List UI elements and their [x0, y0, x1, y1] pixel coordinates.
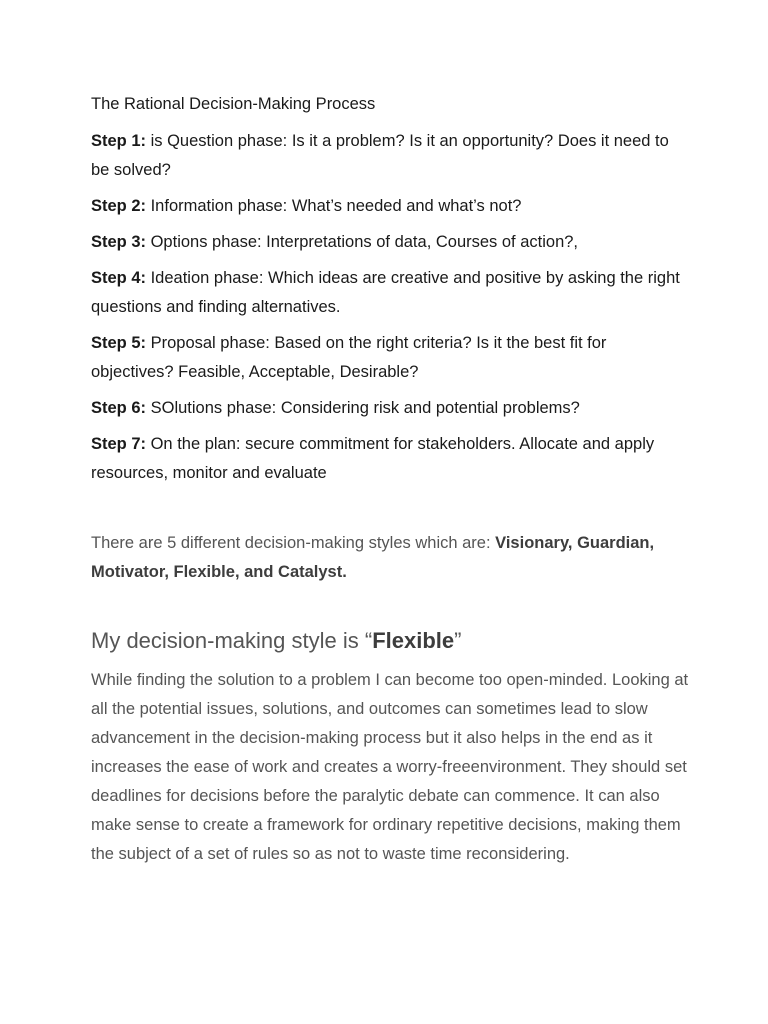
- step-text: is Question phase: Is it a problem? Is it an opportunity? Does it need to be solved?: [91, 132, 669, 179]
- step-5: [91, 329, 691, 387]
- steps-list: [91, 127, 691, 488]
- document-title: The Rational Decision-Making Process: [91, 95, 376, 113]
- styles-intro-text: There are 5 different decision-making styles which are:: [91, 534, 496, 552]
- step-text: On the plan: secure commitment for stakeholders. Allocate and apply resources, monitor and evaluate: [91, 435, 655, 482]
- styles-list: Visionary, Guardian, Motivator, Flexible, and Catalyst.: [91, 534, 655, 581]
- my-style-heading: [91, 626, 691, 656]
- heading-prefix: My decision-making style is “: [91, 628, 373, 653]
- step-text: Options phase: Interpretations of data, Courses of action?,: [146, 233, 579, 251]
- step-label: Step 6:: [91, 399, 147, 417]
- step-label: Step 5:: [91, 334, 147, 352]
- document-page: [91, 92, 691, 869]
- step-label: Step 3:: [91, 233, 147, 251]
- style-name: Flexible: [372, 628, 455, 653]
- step-text: Information phase: What’s needed and what’s not?: [146, 197, 522, 215]
- step-label: Step 2:: [91, 197, 147, 215]
- step-1: [91, 127, 691, 185]
- step-3: [91, 228, 691, 257]
- step-6: [91, 394, 691, 423]
- step-label: Step 7:: [91, 435, 147, 453]
- step-4: [91, 264, 691, 322]
- step-7: [91, 430, 691, 488]
- step-text: SOlutions phase: Considering risk and potential problems?: [146, 399, 580, 417]
- step-text: Ideation phase: Which ideas are creative and positive by asking the right questions and finding alternatives.: [91, 269, 680, 316]
- styles-intro-paragraph: [91, 529, 691, 587]
- step-2: [91, 192, 691, 221]
- step-label: Step 4:: [91, 269, 147, 287]
- step-text: Proposal phase: Based on the right criteria? Is it the best fit for objectives? Feasible, Acceptable, Desirable?: [91, 334, 607, 381]
- heading-suffix: ”: [454, 628, 462, 653]
- my-style-body: While finding the solution to a problem I can become too open-minded. Looking at all the potential issues, solutions, and outcomes can sometimes lead to slow advancement in the decision-making process but it also helps in the end as it increases the ease of work and creates a worry-freeenvironment. They should set deadlines for decisions before the paralytic debate can commence. It can also make sense to create a framework for ordinary repetitive decisions, making them the subject of a set of rules so as not to waste time reconsidering.: [91, 671, 689, 863]
- step-label: Step 1:: [91, 132, 147, 150]
